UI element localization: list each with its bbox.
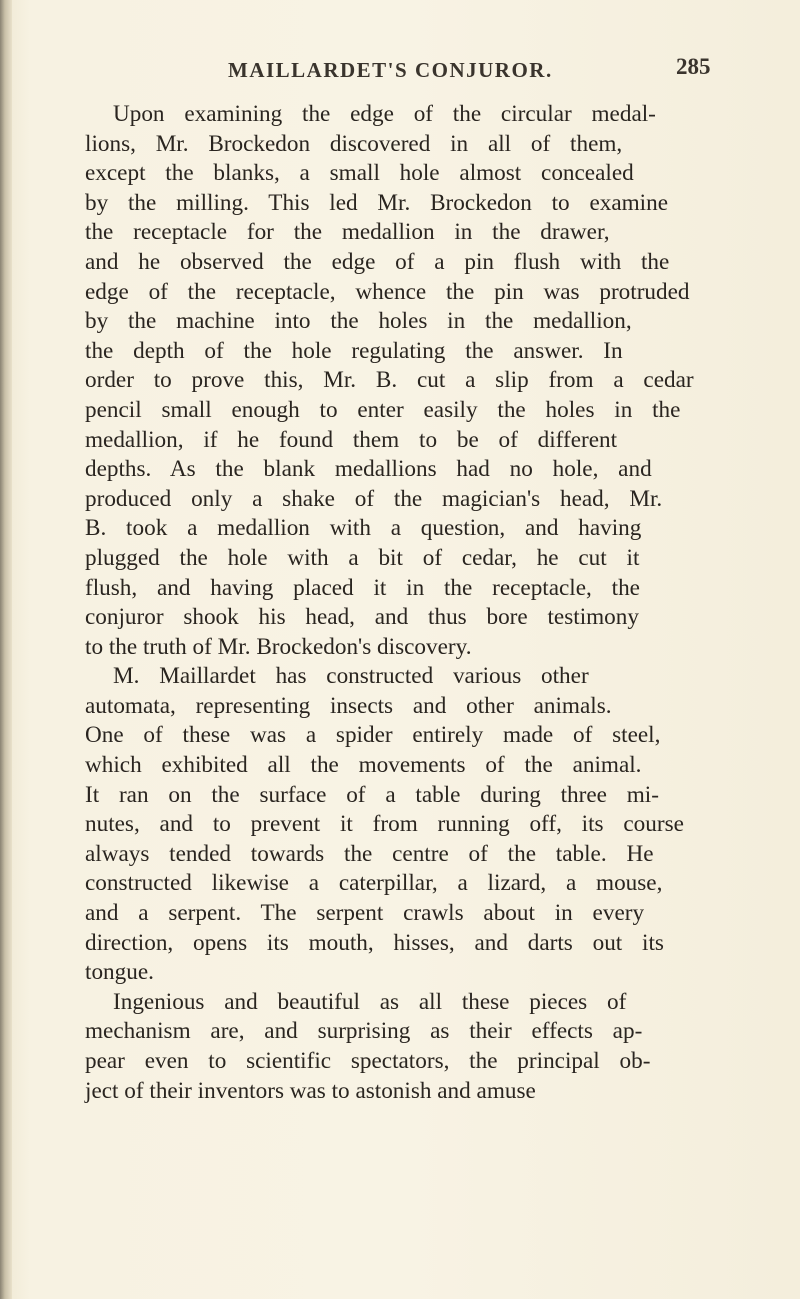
page-number: 285 xyxy=(676,54,711,79)
text-line: and a serpent. The serpent crawls about in every xyxy=(85,900,645,927)
text-line: mechanism are, and surprising as their effects ap- xyxy=(85,1018,643,1045)
text-line: One of these was a spider entirely made of steel, xyxy=(85,722,661,749)
text-line: direction, opens its mouth, hisses, and darts out its xyxy=(85,929,664,956)
text-line: produced only a shake of the magician's head, Mr. xyxy=(85,485,663,512)
paragraph xyxy=(85,100,745,662)
text-line: nutes, and to prevent it from running off, its course xyxy=(85,811,684,838)
text-line: B. took a medallion with a question, and having xyxy=(85,515,642,542)
text-line: flush, and having placed it in the receptacle, the xyxy=(85,574,640,601)
text-line: conjuror shook his head, and thus bore testimony xyxy=(85,604,639,631)
text-line: It ran on the surface of a table during three mi- xyxy=(85,781,659,808)
running-head: MAILLARDET'S CONJUROR. xyxy=(228,58,553,82)
text-line: pencil small enough to enter easily the holes in the xyxy=(85,396,681,423)
text-line: M. Maillardet has constructed various other xyxy=(113,663,589,690)
text-line: and he observed the edge of a pin flush with the xyxy=(85,248,670,275)
text-line: tongue. xyxy=(85,959,154,986)
text-line: order to prove this, Mr. B. cut a slip from a cedar xyxy=(85,367,694,394)
page-gutter xyxy=(0,0,12,1299)
text-line: Ingenious and beautiful as all these pieces of xyxy=(113,988,627,1015)
text-line: to the truth of Mr. Brockedon's discovery. xyxy=(85,633,472,660)
paragraph xyxy=(85,988,745,1106)
text-line: the receptacle for the medallion in the drawer, xyxy=(85,219,610,246)
text-line: depths. As the blank medallions had no hole, and xyxy=(85,456,652,483)
text-line: plugged the hole with a bit of cedar, he cut it xyxy=(85,544,640,571)
text-line: Upon examining the edge of the circular medal- xyxy=(113,101,656,127)
text-line: edge of the receptacle, whence the pin was protruded xyxy=(85,278,690,305)
text-line: always tended towards the centre of the table. He xyxy=(85,840,654,867)
paragraph xyxy=(85,662,745,988)
text-line: medallion, if he found them to be of different xyxy=(85,426,618,453)
text-line: constructed likewise a caterpillar, a lizard, a mouse, xyxy=(85,870,663,897)
page-header xyxy=(0,54,800,88)
text-line: the depth of the hole regulating the answer. In xyxy=(85,337,623,364)
text-line: automata, representing insects and other animals. xyxy=(85,692,612,719)
text-line: by the machine into the holes in the medallion, xyxy=(85,308,632,335)
text-line: ject of their inventors was to astonish and amuse xyxy=(85,1077,536,1104)
text-line: which exhibited all the movements of the animal. xyxy=(85,752,642,779)
text-line: except the blanks, a small hole almost concealed xyxy=(85,160,634,187)
body-text xyxy=(85,100,745,1106)
text-line: pear even to scientific spectators, the principal ob- xyxy=(85,1048,651,1074)
text-line: lions, Mr. Brockedon discovered in all of them, xyxy=(85,130,623,157)
text-line: by the milling. This led Mr. Brockedon to examine xyxy=(85,189,668,216)
